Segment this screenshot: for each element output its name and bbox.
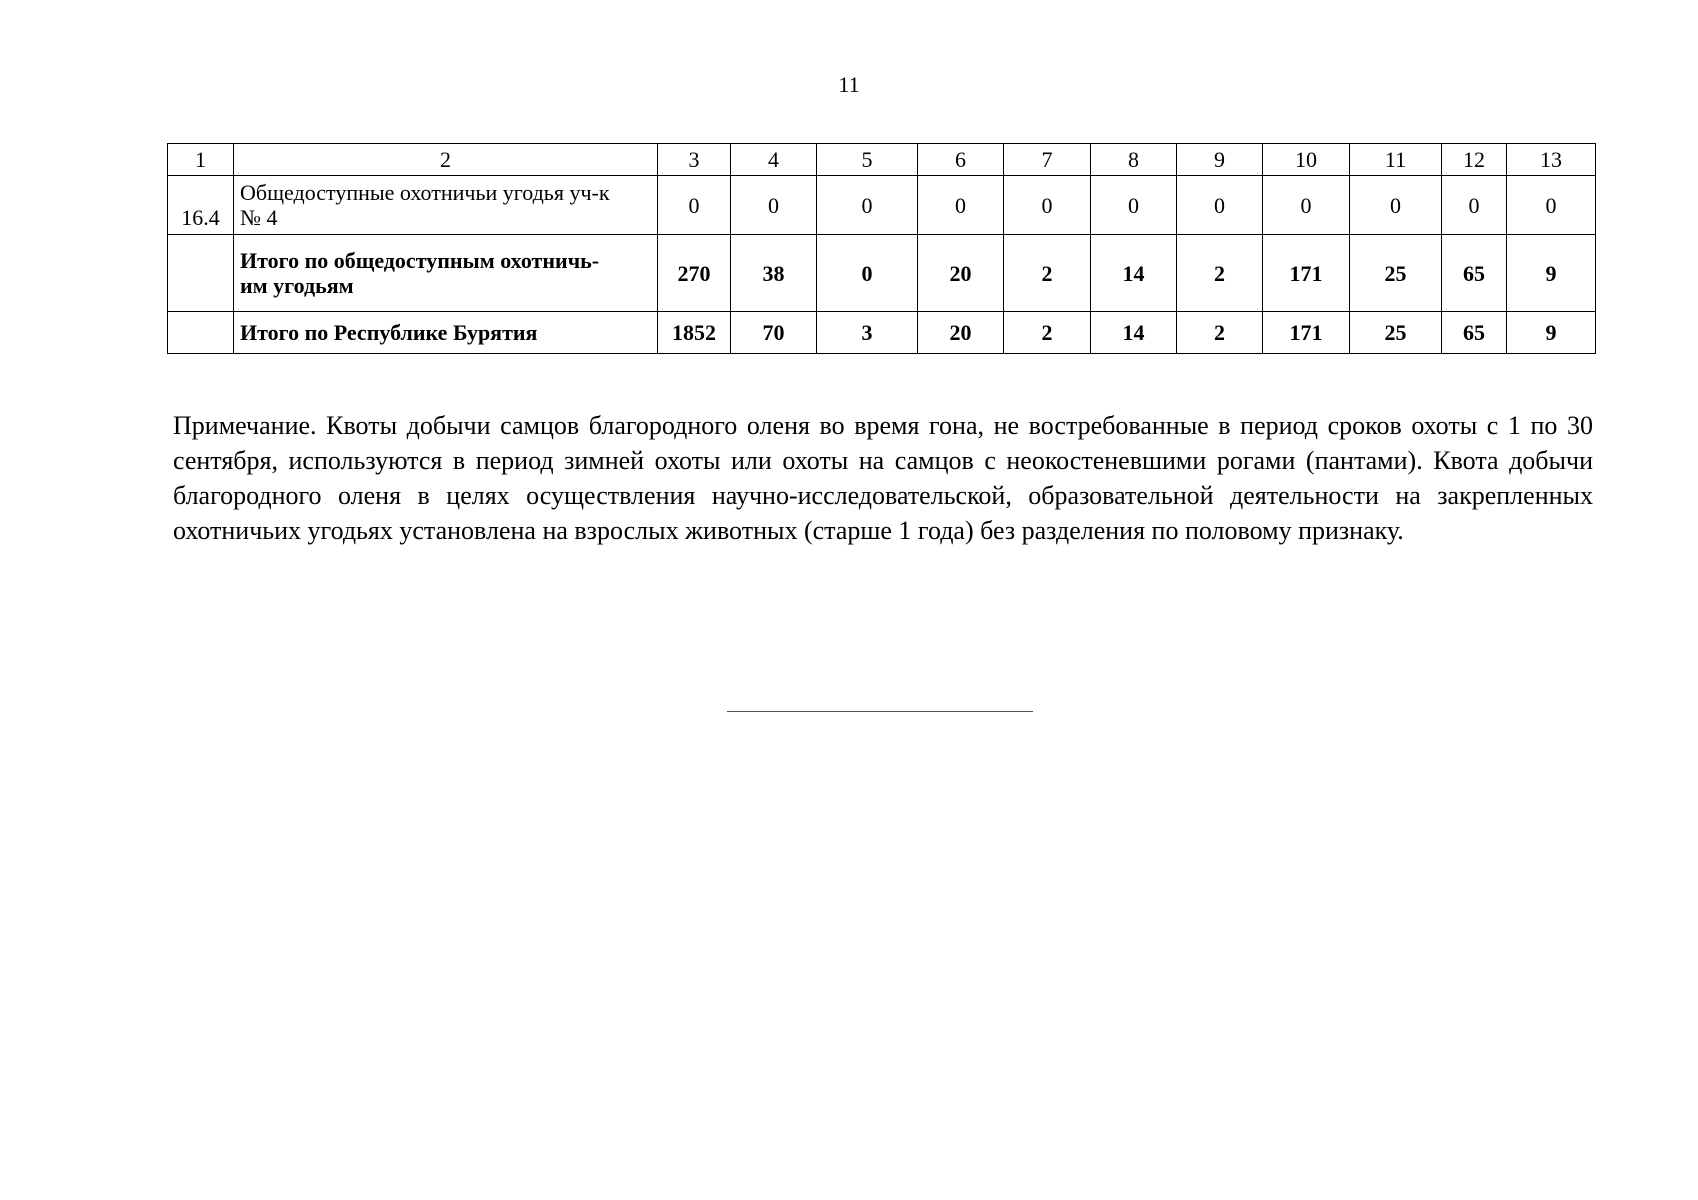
cell-value: 25 [1350,235,1442,312]
cell-value: 2 [1004,312,1091,354]
cell-value: 70 [731,312,817,354]
cell-value: 3 [817,312,918,354]
column-number: 2 [234,144,658,176]
cell-value: 0 [1177,176,1263,235]
cell-value: 20 [918,235,1004,312]
column-number: 13 [1507,144,1596,176]
cell-value: 14 [1091,312,1177,354]
quota-table [167,143,1596,354]
column-number: 10 [1263,144,1350,176]
column-number: 1 [168,144,234,176]
page-number: 11 [838,72,860,97]
cell-value: 9 [1507,235,1596,312]
cell-value: 0 [1350,176,1442,235]
cell-value: 0 [918,176,1004,235]
cell-value: 0 [1091,176,1177,235]
column-number: 12 [1442,144,1507,176]
column-number: 7 [1004,144,1091,176]
row-name-line: Итого по общедоступным охотничь- [240,248,600,273]
table-row-total-public [168,235,1596,312]
cell-value: 270 [658,235,731,312]
table-row-total-republic [168,312,1596,354]
cell-value: 2 [1177,235,1263,312]
cell-value: 9 [1507,312,1596,354]
row-name [234,176,658,235]
cell-value: 171 [1263,235,1350,312]
table-row [168,176,1596,235]
column-number: 6 [918,144,1004,176]
column-number: 8 [1091,144,1177,176]
cell-value: 2 [1177,312,1263,354]
cell-value: 171 [1263,312,1350,354]
row-name-line: Общедоступные охотничьи угодья уч-к [240,180,610,205]
cell-value: 20 [918,312,1004,354]
cell-value: 0 [1507,176,1596,235]
row-code: 16.4 [168,176,234,235]
cell-value: 38 [731,235,817,312]
cell-value: 0 [658,176,731,235]
cell-value: 25 [1350,312,1442,354]
column-number: 5 [817,144,918,176]
separator-line [727,711,1033,712]
row-name-line: № 4 [240,205,278,230]
cell-value: 0 [1442,176,1507,235]
column-number: 9 [1177,144,1263,176]
row-name [234,235,658,312]
note-paragraph: Примечание. Квоты добычи самцов благородного оленя во время гона, не востребованные в период сроков охоты с 1 по 30 сентября, используются в период зимней охоты или охоты на самцов с неокостеневшими рогами (пантами). Квота добычи благородного оленя в целях осуществления научно-исследовательской, образовательной деятельности на закрепленных охотничьих угодьях установлена на взрослых животных (старше 1 года) без разделения по половому признаку. [173,411,1593,545]
column-number-row [168,144,1596,176]
row-code [168,312,234,354]
row-name: Итого по Республике Бурятия [234,312,658,354]
cell-value: 0 [1263,176,1350,235]
cell-value: 0 [817,176,918,235]
row-name-line: им угодьям [240,273,354,298]
cell-value: 65 [1442,312,1507,354]
cell-value: 14 [1091,235,1177,312]
cell-value: 0 [817,235,918,312]
cell-value: 0 [1004,176,1091,235]
cell-value: 2 [1004,235,1091,312]
row-code [168,235,234,312]
column-number: 3 [658,144,731,176]
cell-value: 0 [731,176,817,235]
column-number: 11 [1350,144,1442,176]
cell-value: 65 [1442,235,1507,312]
column-number: 4 [731,144,817,176]
cell-value: 1852 [658,312,731,354]
